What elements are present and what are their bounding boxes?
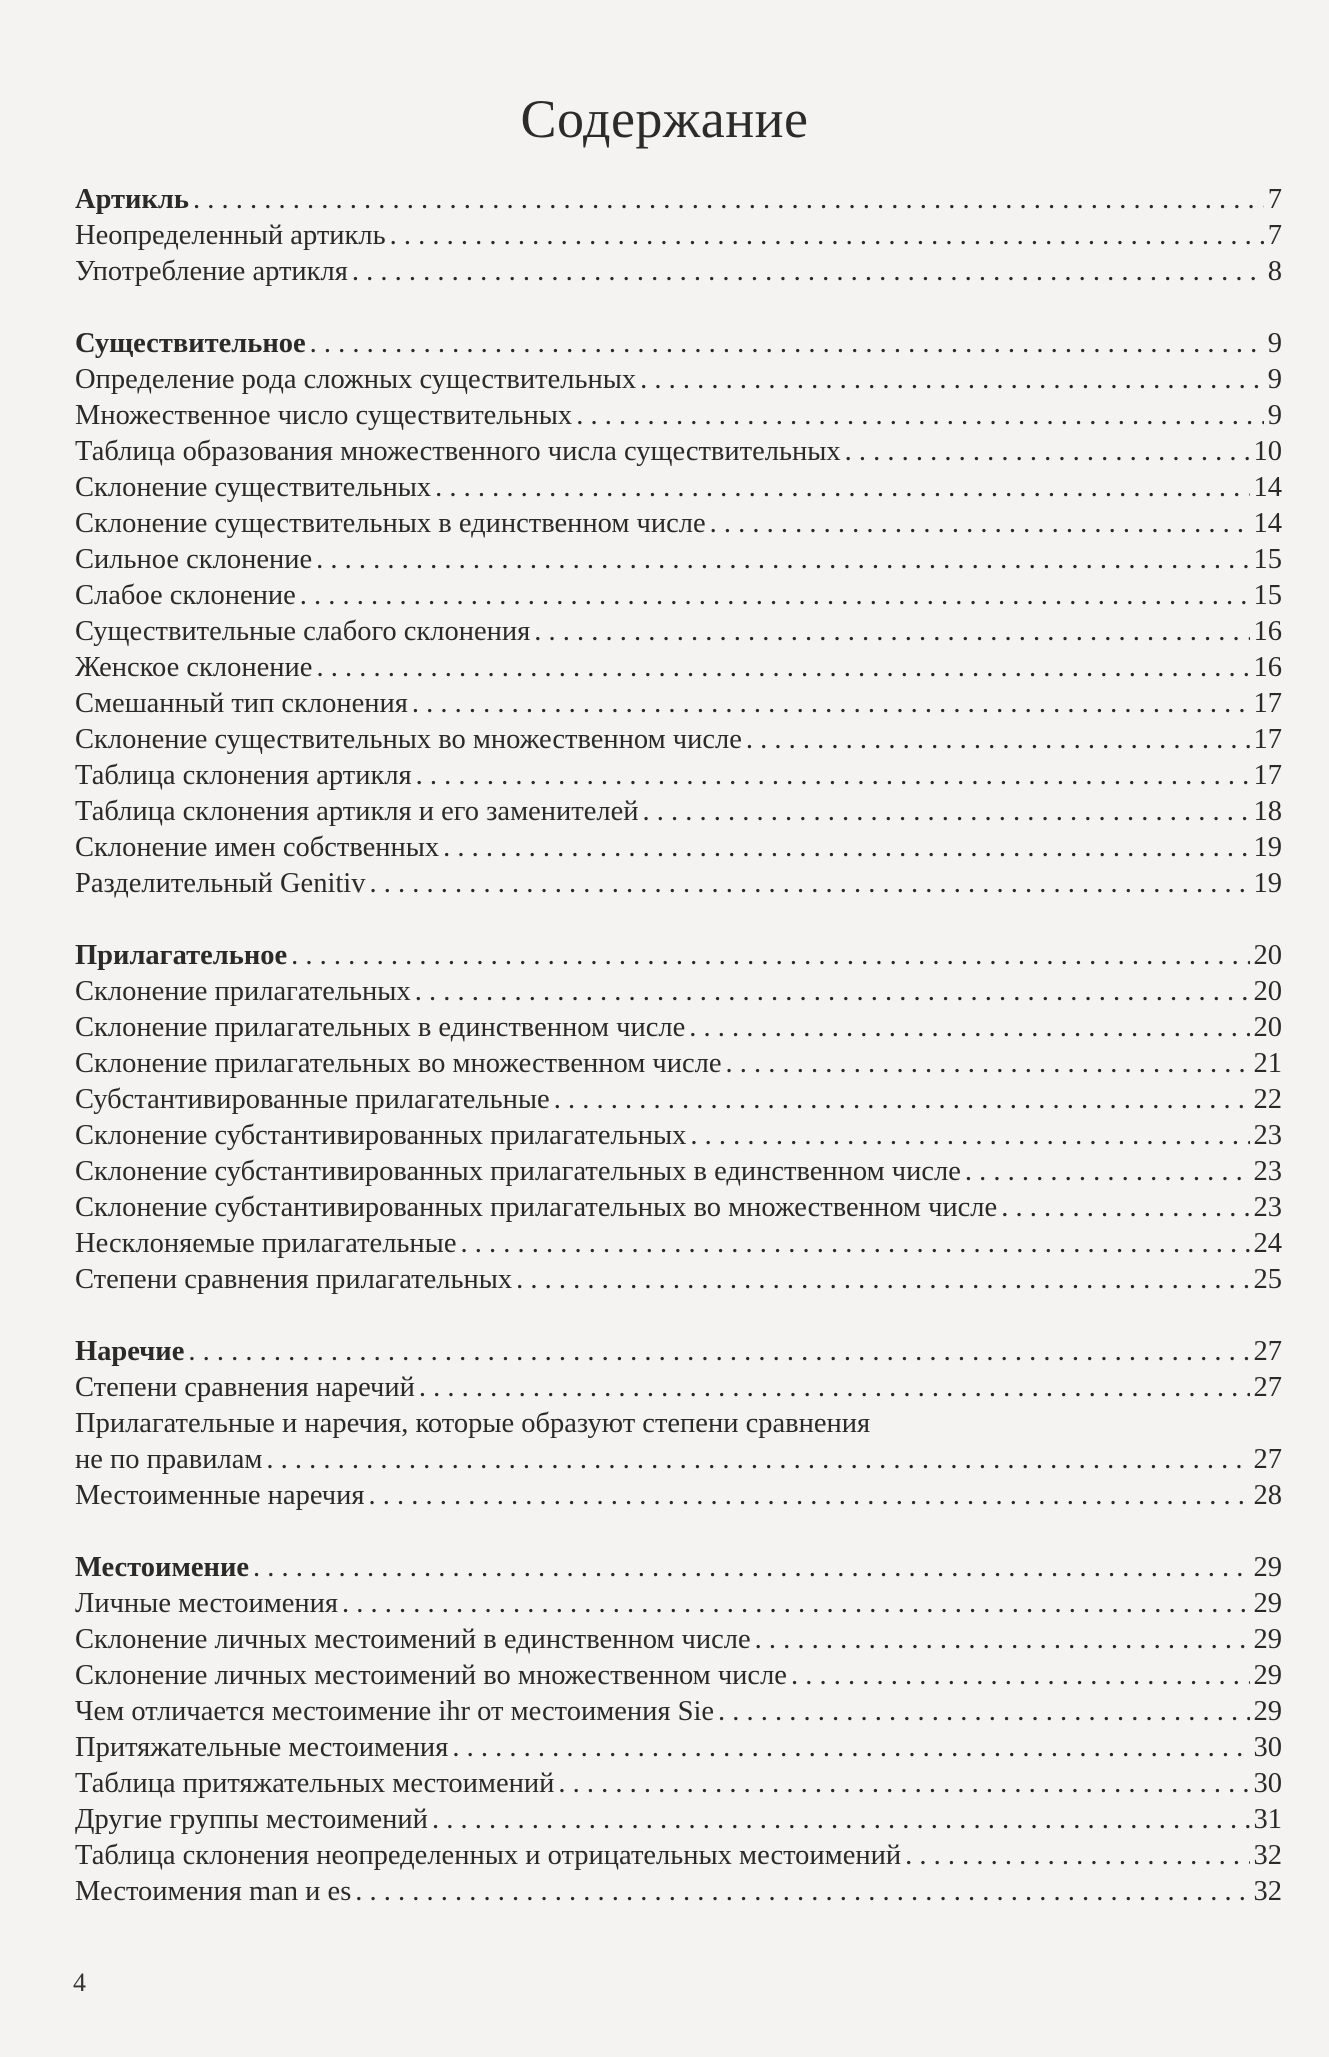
toc-page-number: 28 <box>1253 1480 1282 1511</box>
toc-entry-label: Местоименные наречия <box>75 1480 365 1511</box>
toc-page-number: 29 <box>1253 1624 1282 1655</box>
toc-page-number: 9 <box>1267 400 1282 431</box>
dot-leader <box>791 1658 1250 1694</box>
dot-leader <box>432 1802 1250 1838</box>
toc-entry[interactable] <box>75 1154 1282 1190</box>
page-number: 4 <box>73 1968 86 1997</box>
toc-heading-label: Существительное <box>75 328 306 359</box>
toc-entry-label: Несклоняемые прилагательные <box>75 1228 457 1259</box>
toc-heading[interactable] <box>75 1550 1282 1586</box>
toc-page-number: 32 <box>1253 1840 1282 1871</box>
toc-page-number: 7 <box>1267 184 1282 215</box>
toc-page-number: 30 <box>1253 1768 1282 1799</box>
dot-leader <box>710 506 1250 542</box>
toc-entry-label: Употребление артикля <box>75 256 348 287</box>
dot-leader <box>435 470 1249 506</box>
dot-leader <box>291 938 1249 974</box>
toc-entry-label: Склонение прилагательных <box>75 976 411 1007</box>
dot-leader <box>718 1694 1249 1730</box>
toc-entry-label: Местоимения man и es <box>75 1876 352 1907</box>
toc-entry-label: Сильное склонение <box>75 544 313 575</box>
dot-leader <box>443 830 1249 866</box>
toc-page-number: 20 <box>1253 1012 1282 1043</box>
toc-entry[interactable] <box>75 398 1282 434</box>
toc-page-number: 23 <box>1253 1192 1282 1223</box>
toc-entry[interactable] <box>75 578 1282 614</box>
dot-leader <box>460 1226 1249 1262</box>
toc-page-number: 30 <box>1253 1732 1282 1763</box>
toc-entry[interactable] <box>75 1694 1282 1730</box>
toc-heading[interactable] <box>75 182 1282 218</box>
toc-page-number: 8 <box>1267 256 1282 287</box>
toc-entry[interactable] <box>75 794 1282 830</box>
toc-entry[interactable] <box>75 470 1282 506</box>
toc-entry[interactable] <box>75 650 1282 686</box>
table-of-contents <box>75 182 1282 1946</box>
dot-leader <box>534 614 1249 650</box>
toc-page-number: 16 <box>1253 616 1282 647</box>
dot-leader <box>390 218 1264 254</box>
toc-entry-label-line1: Прилагательные и наречия, которые образуют степени сравнения <box>75 1408 871 1439</box>
toc-entry[interactable] <box>75 1046 1282 1082</box>
dot-leader <box>755 1622 1250 1658</box>
toc-page-number: 15 <box>1253 580 1282 611</box>
toc-entry[interactable] <box>75 1586 1282 1622</box>
toc-entry-label: Склонение личных местоимений во множественном числе <box>75 1660 787 1691</box>
dot-leader <box>452 1730 1249 1766</box>
toc-heading[interactable] <box>75 938 1282 974</box>
toc-entry-label: Неопределенный артикль <box>75 220 386 251</box>
toc-page-number: 27 <box>1253 1444 1282 1475</box>
toc-page-number: 27 <box>1253 1336 1282 1367</box>
toc-page-number: 29 <box>1253 1696 1282 1727</box>
toc-page-number: 20 <box>1253 940 1282 971</box>
toc-entry-label: Склонение прилагательных в единственном числе <box>75 1012 686 1043</box>
toc-entry[interactable] <box>75 1010 1282 1046</box>
toc-entry-label: Склонение существительных в единственном числе <box>75 508 706 539</box>
toc-page-number: 9 <box>1267 364 1282 395</box>
toc-page-number: 10 <box>1253 436 1282 467</box>
dot-leader <box>643 794 1250 830</box>
dot-leader <box>905 1838 1249 1874</box>
toc-entry[interactable] <box>75 1082 1282 1118</box>
toc-entry[interactable] <box>75 1730 1282 1766</box>
dot-leader <box>746 722 1250 758</box>
toc-entry[interactable] <box>75 1118 1282 1154</box>
dot-leader <box>352 254 1264 290</box>
toc-page-number: 17 <box>1253 724 1282 755</box>
toc-page-number: 21 <box>1253 1048 1282 1079</box>
dot-leader <box>640 362 1264 398</box>
toc-entry-multiline <box>75 1406 1282 1478</box>
toc-entry-label: Склонение существительных во множественном числе <box>75 724 742 755</box>
toc-entry[interactable] <box>75 1478 1282 1514</box>
toc-entry-label: Склонение субстантивированных прилагательных во множественном числе <box>75 1192 998 1223</box>
toc-entry[interactable] <box>75 506 1282 542</box>
dot-leader <box>369 866 1249 902</box>
toc-entry-label: Субстантивированные прилагательные <box>75 1084 550 1115</box>
toc-entry[interactable] <box>75 758 1282 794</box>
toc-entry[interactable] <box>75 866 1282 902</box>
toc-page-number: 17 <box>1253 688 1282 719</box>
toc-entry[interactable] <box>75 218 1282 254</box>
toc-page-number: 15 <box>1253 544 1282 575</box>
dot-leader <box>558 1766 1249 1802</box>
toc-page-number: 31 <box>1253 1804 1282 1835</box>
dot-leader <box>965 1154 1250 1190</box>
toc-page-number: 9 <box>1267 328 1282 359</box>
dot-leader <box>419 1370 1250 1406</box>
dot-leader <box>516 1262 1249 1298</box>
toc-heading[interactable] <box>75 326 1282 362</box>
toc-page-number: 14 <box>1253 508 1282 539</box>
toc-entry[interactable] <box>75 1406 1282 1478</box>
toc-page-number: 29 <box>1253 1552 1282 1583</box>
toc-entry-label: Смешанный тип склонения <box>75 688 408 719</box>
toc-page-number: 29 <box>1253 1660 1282 1691</box>
toc-entry-label: Степени сравнения прилагательных <box>75 1264 513 1295</box>
toc-entry[interactable] <box>75 830 1282 866</box>
dot-leader <box>300 578 1250 614</box>
toc-entry-label: Склонение имен собственных <box>75 832 440 863</box>
toc-entry-label: Склонение субстантивированных прилагательных <box>75 1120 687 1151</box>
dot-leader <box>316 650 1249 686</box>
toc-entry-label: Склонение личных местоимений в единственном числе <box>75 1624 751 1655</box>
toc-entry[interactable] <box>75 1766 1282 1802</box>
toc-heading-label: Прилагательное <box>75 940 288 971</box>
page-title: Содержание <box>520 89 809 149</box>
toc-entry[interactable] <box>75 1226 1282 1262</box>
toc-entry[interactable] <box>75 434 1282 470</box>
toc-page-number: 24 <box>1253 1228 1282 1259</box>
toc-page-number: 7 <box>1267 220 1282 251</box>
toc-heading-label: Местоимение <box>75 1552 250 1583</box>
toc-entry-label: Определение рода сложных существительных <box>75 364 637 395</box>
toc-page-number: 25 <box>1253 1264 1282 1295</box>
toc-section-pronoun <box>75 1550 1282 1910</box>
toc-entry-label: Существительные слабого склонения <box>75 616 531 647</box>
toc-entry-label: Другие группы местоимений <box>75 1804 428 1835</box>
dot-leader <box>253 1550 1249 1586</box>
toc-entry[interactable] <box>75 686 1282 722</box>
toc-entry-label: Склонение прилагательных во множественном числе <box>75 1048 722 1079</box>
toc-page-number: 16 <box>1253 652 1282 683</box>
toc-page-number: 23 <box>1253 1156 1282 1187</box>
toc-entry-label: Множественное число существительных <box>75 400 573 431</box>
toc-page-number: 17 <box>1253 760 1282 791</box>
toc-entry-line2 <box>75 1442 1282 1478</box>
toc-entry[interactable] <box>75 1262 1282 1298</box>
dot-leader <box>316 542 1249 578</box>
toc-entry-label: Степени сравнения наречий <box>75 1372 415 1403</box>
toc-entry-label: Склонение существительных <box>75 472 432 503</box>
toc-entry[interactable] <box>75 1190 1282 1226</box>
toc-entry-label: Таблица склонения артикля <box>75 760 412 791</box>
dot-leader <box>368 1478 1249 1514</box>
toc-entry[interactable] <box>75 1802 1282 1838</box>
dot-leader <box>554 1082 1250 1118</box>
toc-entry[interactable] <box>75 254 1282 290</box>
toc-entry[interactable] <box>75 1874 1282 1910</box>
dot-leader <box>416 758 1250 794</box>
toc-entry-label: Таблица образования множественного числа существительных <box>75 436 841 467</box>
toc-entry-label: Таблица склонения артикля и его заменителей <box>75 796 639 827</box>
toc-entry[interactable] <box>75 362 1282 398</box>
dot-leader <box>845 434 1250 470</box>
toc-page-number: 19 <box>1253 832 1282 863</box>
toc-section-article <box>75 182 1282 290</box>
toc-heading[interactable] <box>75 1334 1282 1370</box>
toc-entry-label-line2: не по правилам <box>75 1444 263 1475</box>
dot-leader <box>412 686 1250 722</box>
toc-entry-label: Склонение субстантивированных прилагательных в единственном числе <box>75 1156 961 1187</box>
toc-page-number: 19 <box>1253 868 1282 899</box>
toc-entry[interactable] <box>75 1622 1282 1658</box>
toc-section-adverb <box>75 1334 1282 1514</box>
toc-heading-label: Наречие <box>75 1336 185 1367</box>
dot-leader <box>689 1010 1249 1046</box>
dot-leader <box>193 182 1264 218</box>
dot-leader <box>726 1046 1250 1082</box>
toc-entry[interactable] <box>75 974 1282 1010</box>
dot-leader <box>415 974 1250 1010</box>
toc-entry-label: Женское склонение <box>75 652 313 683</box>
dot-leader <box>576 398 1264 434</box>
toc-entry[interactable] <box>75 542 1282 578</box>
toc-page-number: 18 <box>1253 796 1282 827</box>
toc-page-number: 29 <box>1253 1588 1282 1619</box>
toc-section-noun <box>75 326 1282 902</box>
dot-leader <box>266 1442 1249 1478</box>
dot-leader <box>1001 1190 1249 1226</box>
toc-heading-label: Артикль <box>75 184 189 215</box>
toc-entry[interactable] <box>75 722 1282 758</box>
toc-page-number: 23 <box>1253 1120 1282 1151</box>
toc-entry-label: Разделительный Genitiv <box>75 868 366 899</box>
toc-page-number: 22 <box>1253 1084 1282 1115</box>
toc-entry-label: Личные местоимения <box>75 1588 339 1619</box>
dot-leader <box>355 1874 1249 1910</box>
toc-entry-label: Таблица склонения неопределенных и отрицательных местоимений <box>75 1840 902 1871</box>
toc-entry-label: Чем отличается местоимение ihr от местоимения Sie <box>75 1696 715 1727</box>
toc-page-number: 32 <box>1253 1876 1282 1907</box>
dot-leader <box>188 1334 1249 1370</box>
toc-entry[interactable] <box>75 1658 1282 1694</box>
toc-entry-label: Притяжательные местоимения <box>75 1732 449 1763</box>
toc-entry-label: Слабое склонение <box>75 580 296 611</box>
dot-leader <box>690 1118 1249 1154</box>
dot-leader <box>310 326 1264 362</box>
toc-entry[interactable] <box>75 1370 1282 1406</box>
toc-page-number: 27 <box>1253 1372 1282 1403</box>
toc-entry[interactable] <box>75 614 1282 650</box>
dot-leader <box>342 1586 1249 1622</box>
toc-entry-label: Таблица притяжательных местоимений <box>75 1768 555 1799</box>
toc-entry[interactable] <box>75 1838 1282 1874</box>
toc-page-number: 14 <box>1253 472 1282 503</box>
toc-section-adjective <box>75 938 1282 1298</box>
toc-page-number: 20 <box>1253 976 1282 1007</box>
